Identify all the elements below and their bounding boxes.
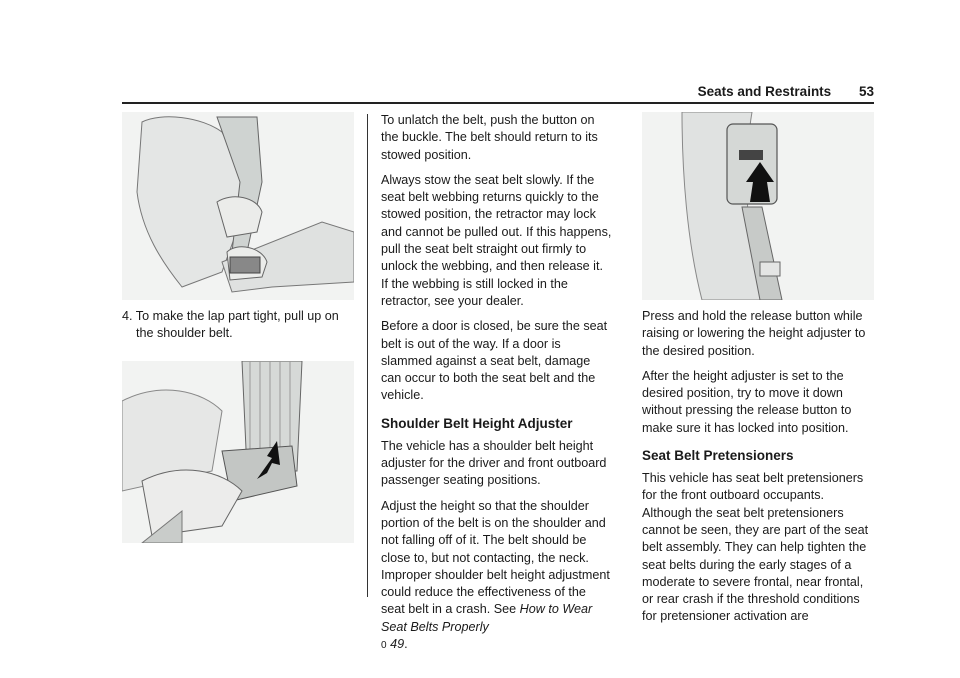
press-hold-paragraph: Press and hold the release button while raising or lowering the height adjuster to the desired position. bbox=[642, 309, 866, 358]
sentence-end: . bbox=[404, 637, 408, 652]
height-adjuster-illustration bbox=[642, 112, 874, 300]
page-header bbox=[122, 84, 874, 104]
step-4-text: 4. To make the lap part tight, pull up on the shoulder belt. bbox=[122, 309, 339, 341]
page-ref-number[interactable]: 49 bbox=[390, 637, 405, 652]
adjuster-intro-paragraph: The vehicle has a shoulder belt height adjuster for the driver and front outboard passenger seating positions. bbox=[381, 438, 607, 488]
cross-reference-link[interactable]: How to Wear Seat Belts Properly bbox=[381, 602, 593, 634]
page-number: 53 bbox=[858, 84, 874, 99]
stow-paragraph: Always stow the seat belt slowly. If the seat belt webbing returns quickly to the stowed position, the retractor may lock and cannot be pulled out. If this happens, pull the seat belt straight out firmly to unlock the webbing, and then release it. If the webbing is still locked in the retractor, see your dealer. bbox=[381, 172, 612, 308]
column-right bbox=[642, 112, 874, 634]
column-middle bbox=[381, 112, 613, 662]
page-ref-symbol: 0 bbox=[381, 640, 387, 652]
adjust-height-text: Adjust the height so that the shoulder portion of the belt is on the shoulder and not falling off of it. The belt should be close to, but not contacting, the neck. Improper shoulder belt height adjustment could reduce the effectiveness of the seat belt in a crash. See bbox=[381, 498, 610, 617]
adjust-height-paragraph bbox=[381, 498, 613, 655]
column-divider bbox=[367, 114, 368, 597]
heading-seat-belt-pretensioners: Seat Belt Pretensioners bbox=[642, 448, 794, 464]
verify-lock-paragraph: After the height adjuster is set to the desired position, try to move it down without pressing the release button to make sure it has locked into position. bbox=[642, 368, 852, 435]
section-title: Seats and Restraints bbox=[697, 84, 832, 99]
door-paragraph: Before a door is closed, be sure the seat belt is out of the way. If a door is slammed against a seat belt, damage can occur to both the seat belt and the vehicle. bbox=[381, 319, 608, 403]
unlatch-paragraph: To unlatch the belt, push the button on the buckle. The belt should return to its stowed position. bbox=[381, 113, 598, 162]
heading-shoulder-belt-height-adjuster: Shoulder Belt Height Adjuster bbox=[381, 415, 573, 431]
seat-belt-lap-tighten-illustration bbox=[122, 112, 354, 300]
column-left bbox=[122, 112, 354, 543]
buckle-release-illustration bbox=[122, 361, 354, 543]
pretensioners-paragraph: This vehicle has seat belt pretensioners for the front outboard occupants. Although the seat belt pretensioners cannot be seen, they are part of the seat belt assembly. They can help tighten the seat belts during the early stages of a moderate to severe frontal, near frontal, or rear crash if the threshold conditions for pretensioner activation are bbox=[642, 471, 869, 624]
